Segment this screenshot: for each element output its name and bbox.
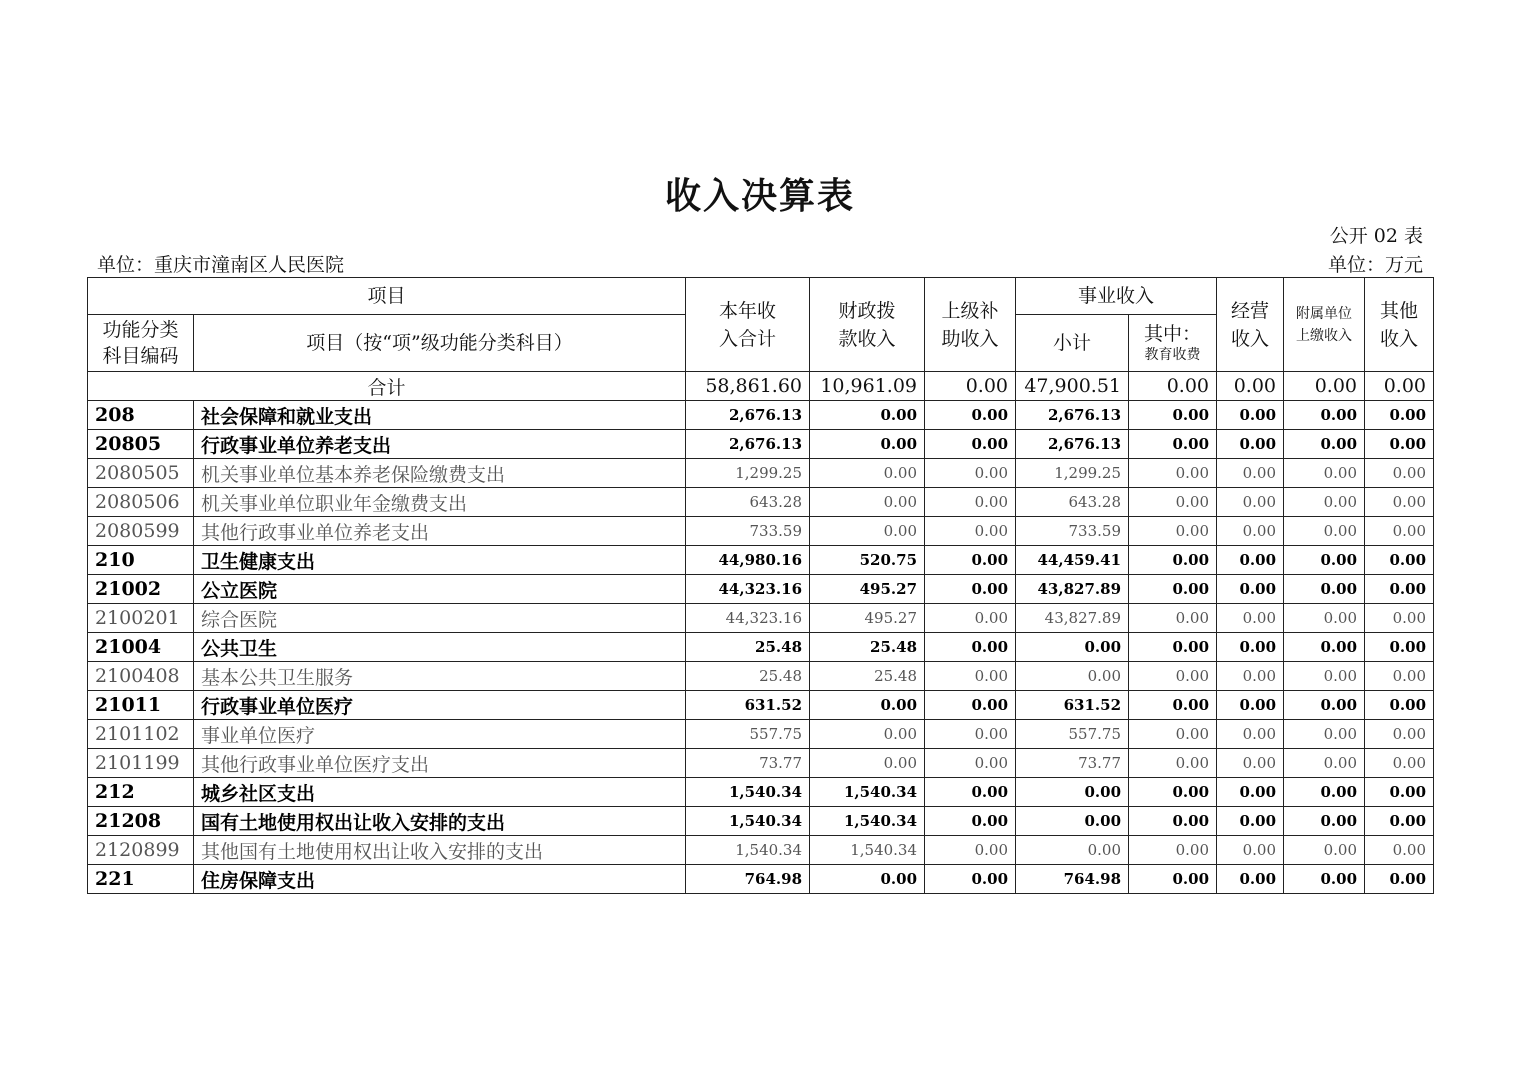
row-code: 2100408 [88,662,194,691]
row-value: 0.00 [1217,691,1284,720]
header-operating-income: 经营 收入 [1217,278,1284,372]
row-value: 0.00 [1365,604,1434,633]
row-value: 0.00 [925,865,1016,894]
row-name: 其他国有土地使用权出让收入安排的支出 [194,836,686,865]
row-name: 其他行政事业单位医疗支出 [194,749,686,778]
table-row [88,575,1434,604]
row-code: 2080599 [88,517,194,546]
row-code: 210 [88,546,194,575]
row-value: 764.98 [1016,865,1129,894]
row-value: 0.00 [1365,401,1434,430]
row-value: 44,323.16 [686,575,810,604]
header-item: 项目 [88,278,686,315]
row-value: 0.00 [810,691,925,720]
row-value: 0.00 [1217,662,1284,691]
row-value: 0.00 [1129,865,1217,894]
row-code: 2080506 [88,488,194,517]
row-value: 0.00 [1217,401,1284,430]
row-value: 0.00 [1284,778,1365,807]
row-value: 0.00 [1365,662,1434,691]
row-code: 21011 [88,691,194,720]
row-value: 25.48 [810,662,925,691]
page-title: 收入决算表 [664,175,855,217]
row-name: 行政事业单位医疗 [194,691,686,720]
row-value: 0.00 [810,517,925,546]
row-value: 0.00 [925,633,1016,662]
row-name: 基本公共卫生服务 [194,662,686,691]
table-row [88,604,1434,633]
header-fiscal-appropriation: 财政拨 款收入 [810,278,925,372]
row-name: 其他行政事业单位养老支出 [194,517,686,546]
table-row [88,430,1434,459]
row-value: 2,676.13 [1016,430,1129,459]
row-value: 0.00 [1365,749,1434,778]
row-value: 0.00 [925,517,1016,546]
header-other-income: 其他 收入 [1365,278,1434,372]
row-value: 0.00 [1284,691,1365,720]
row-value: 0.00 [1217,749,1284,778]
row-value: 1,299.25 [1016,459,1129,488]
row-value: 1,540.34 [686,778,810,807]
row-value: 0.00 [925,720,1016,749]
row-value: 0.00 [1365,865,1434,894]
table-row [88,459,1434,488]
row-value: 0.00 [925,807,1016,836]
table-row [88,662,1434,691]
table-row [88,488,1434,517]
row-value: 0.00 [810,865,925,894]
row-value: 0.00 [1365,807,1434,836]
row-value: 0.00 [1365,488,1434,517]
row-value: 0.00 [1365,633,1434,662]
row-name: 社会保障和就业支出 [194,401,686,430]
table-row [88,836,1434,865]
row-code: 2100201 [88,604,194,633]
row-value: 0.00 [810,720,925,749]
row-value: 0.00 [1016,662,1129,691]
row-value: 733.59 [1016,517,1129,546]
row-value: 0.00 [1129,430,1217,459]
row-value: 0.00 [925,662,1016,691]
row-code: 20805 [88,430,194,459]
total-value: 0.00 [1284,372,1365,401]
table-row [88,517,1434,546]
row-value: 0.00 [810,749,925,778]
header-upper-subsidy: 上级补 助收入 [925,278,1016,372]
row-value: 1,540.34 [810,836,925,865]
row-value: 495.27 [810,604,925,633]
row-value: 0.00 [1129,662,1217,691]
row-value: 0.00 [1129,749,1217,778]
row-value: 0.00 [1016,807,1129,836]
row-value: 0.00 [1129,517,1217,546]
row-value: 0.00 [925,778,1016,807]
row-value: 0.00 [925,836,1016,865]
row-value: 0.00 [1217,836,1284,865]
row-value: 733.59 [686,517,810,546]
row-value: 0.00 [925,488,1016,517]
row-value: 0.00 [1284,749,1365,778]
table-row [88,778,1434,807]
row-value: 0.00 [1217,546,1284,575]
unit-currency: 单位：万元 [1327,254,1423,276]
row-name: 公立医院 [194,575,686,604]
row-value: 0.00 [1016,836,1129,865]
row-value: 0.00 [1129,691,1217,720]
total-value: 0.00 [1129,372,1217,401]
row-name: 行政事业单位养老支出 [194,430,686,459]
total-value: 0.00 [925,372,1016,401]
table-row [88,633,1434,662]
row-value: 1,540.34 [810,807,925,836]
row-value: 0.00 [1217,575,1284,604]
row-value: 0.00 [925,575,1016,604]
header-business-edu: 其中： 教育收费 [1129,315,1217,372]
row-name: 公共卫生 [194,633,686,662]
row-name: 事业单位医疗 [194,720,686,749]
row-code: 21004 [88,633,194,662]
row-value: 0.00 [1284,604,1365,633]
row-name: 住房保障支出 [194,865,686,894]
table-row [88,401,1434,430]
row-value: 0.00 [1129,633,1217,662]
row-value: 0.00 [1284,459,1365,488]
row-value: 1,299.25 [686,459,810,488]
row-name: 机关事业单位基本养老保险缴费支出 [194,459,686,488]
row-value: 495.27 [810,575,925,604]
row-value: 0.00 [1217,633,1284,662]
table-row [88,865,1434,894]
row-value: 0.00 [1217,778,1284,807]
row-value: 0.00 [1217,517,1284,546]
row-value: 0.00 [1217,865,1284,894]
row-value: 44,980.16 [686,546,810,575]
row-value: 0.00 [1284,430,1365,459]
row-value: 631.52 [686,691,810,720]
row-value: 0.00 [1129,836,1217,865]
row-code: 212 [88,778,194,807]
row-code: 21208 [88,807,194,836]
table-row [88,691,1434,720]
row-value: 0.00 [1217,807,1284,836]
header-business-income: 事业收入 [1016,278,1217,315]
header-name: 项目（按“项”级功能分类科目） [194,315,686,372]
row-value: 73.77 [686,749,810,778]
row-value: 0.00 [1365,575,1434,604]
row-value: 0.00 [1129,807,1217,836]
row-value: 0.00 [1129,720,1217,749]
row-value: 0.00 [1217,488,1284,517]
row-value: 0.00 [1365,459,1434,488]
row-value: 0.00 [925,401,1016,430]
row-value: 2,676.13 [1016,401,1129,430]
total-value: 58,861.60 [686,372,810,401]
row-value: 0.00 [1365,691,1434,720]
row-value: 0.00 [810,430,925,459]
row-value: 0.00 [1365,778,1434,807]
total-value: 0.00 [1365,372,1434,401]
row-value: 1,540.34 [810,778,925,807]
row-value: 0.00 [1129,401,1217,430]
row-code: 2080505 [88,459,194,488]
row-value: 643.28 [1016,488,1129,517]
row-value: 25.48 [810,633,925,662]
row-code: 221 [88,865,194,894]
row-value: 0.00 [1016,778,1129,807]
row-value: 1,540.34 [686,807,810,836]
row-value: 43,827.89 [1016,575,1129,604]
row-value: 0.00 [1284,720,1365,749]
row-value: 0.00 [1129,778,1217,807]
row-value: 0.00 [925,604,1016,633]
row-value: 44,323.16 [686,604,810,633]
row-value: 0.00 [1365,836,1434,865]
row-value: 0.00 [925,459,1016,488]
total-label: 合计 [88,372,686,401]
row-value: 0.00 [1284,517,1365,546]
row-value: 764.98 [686,865,810,894]
row-value: 0.00 [1365,546,1434,575]
row-code: 208 [88,401,194,430]
row-value: 0.00 [1284,807,1365,836]
row-value: 0.00 [1365,720,1434,749]
row-value: 0.00 [1217,604,1284,633]
row-value: 1,540.34 [686,836,810,865]
table-row [88,807,1434,836]
row-value: 0.00 [1284,836,1365,865]
row-value: 0.00 [810,459,925,488]
row-value: 0.00 [1129,488,1217,517]
row-name: 国有土地使用权出让收入安排的支出 [194,807,686,836]
row-code: 21002 [88,575,194,604]
row-value: 0.00 [925,691,1016,720]
total-value: 10,961.09 [810,372,925,401]
row-value: 25.48 [686,662,810,691]
row-value: 557.75 [1016,720,1129,749]
row-name: 卫生健康支出 [194,546,686,575]
row-value: 0.00 [1284,546,1365,575]
row-value: 0.00 [1284,662,1365,691]
row-value: 25.48 [686,633,810,662]
row-value: 0.00 [1217,430,1284,459]
header-affiliated-income: 附属单位 上缴收入 [1284,278,1365,372]
row-value: 0.00 [1129,575,1217,604]
row-value: 44,459.41 [1016,546,1129,575]
row-value: 0.00 [1365,517,1434,546]
row-value: 0.00 [1284,633,1365,662]
total-value: 0.00 [1217,372,1284,401]
row-value: 0.00 [1217,459,1284,488]
row-value: 0.00 [1217,720,1284,749]
row-value: 2,676.13 [686,401,810,430]
row-value: 631.52 [1016,691,1129,720]
income-settlement-table [87,277,1434,894]
row-value: 0.00 [810,401,925,430]
row-value: 0.00 [1129,459,1217,488]
unit-organization: 单位：重庆市潼南区人民医院 [97,254,345,276]
total-value: 47,900.51 [1016,372,1129,401]
row-value: 520.75 [810,546,925,575]
form-number: 公开 02 表 [1329,225,1423,247]
table-row [88,749,1434,778]
row-value: 0.00 [1365,430,1434,459]
row-value: 0.00 [925,546,1016,575]
header-business-subtotal: 小计 [1016,315,1129,372]
table-row [88,546,1434,575]
row-value: 0.00 [1129,546,1217,575]
row-value: 43,827.89 [1016,604,1129,633]
row-value: 643.28 [686,488,810,517]
row-value: 0.00 [810,488,925,517]
row-value: 0.00 [925,430,1016,459]
table-row [88,720,1434,749]
row-value: 0.00 [1016,633,1129,662]
row-value: 2,676.13 [686,430,810,459]
row-code: 2120899 [88,836,194,865]
row-name: 城乡社区支出 [194,778,686,807]
row-value: 73.77 [1016,749,1129,778]
header-code: 功能分类科目编码 [88,315,194,372]
row-value: 0.00 [1284,575,1365,604]
row-code: 2101102 [88,720,194,749]
row-value: 0.00 [1129,604,1217,633]
row-value: 0.00 [925,749,1016,778]
row-value: 0.00 [1284,865,1365,894]
total-row [88,372,1434,401]
row-value: 0.00 [1284,401,1365,430]
row-name: 综合医院 [194,604,686,633]
header-total-income: 本年收 入合计 [686,278,810,372]
row-name: 机关事业单位职业年金缴费支出 [194,488,686,517]
row-code: 2101199 [88,749,194,778]
row-value: 557.75 [686,720,810,749]
row-value: 0.00 [1284,488,1365,517]
